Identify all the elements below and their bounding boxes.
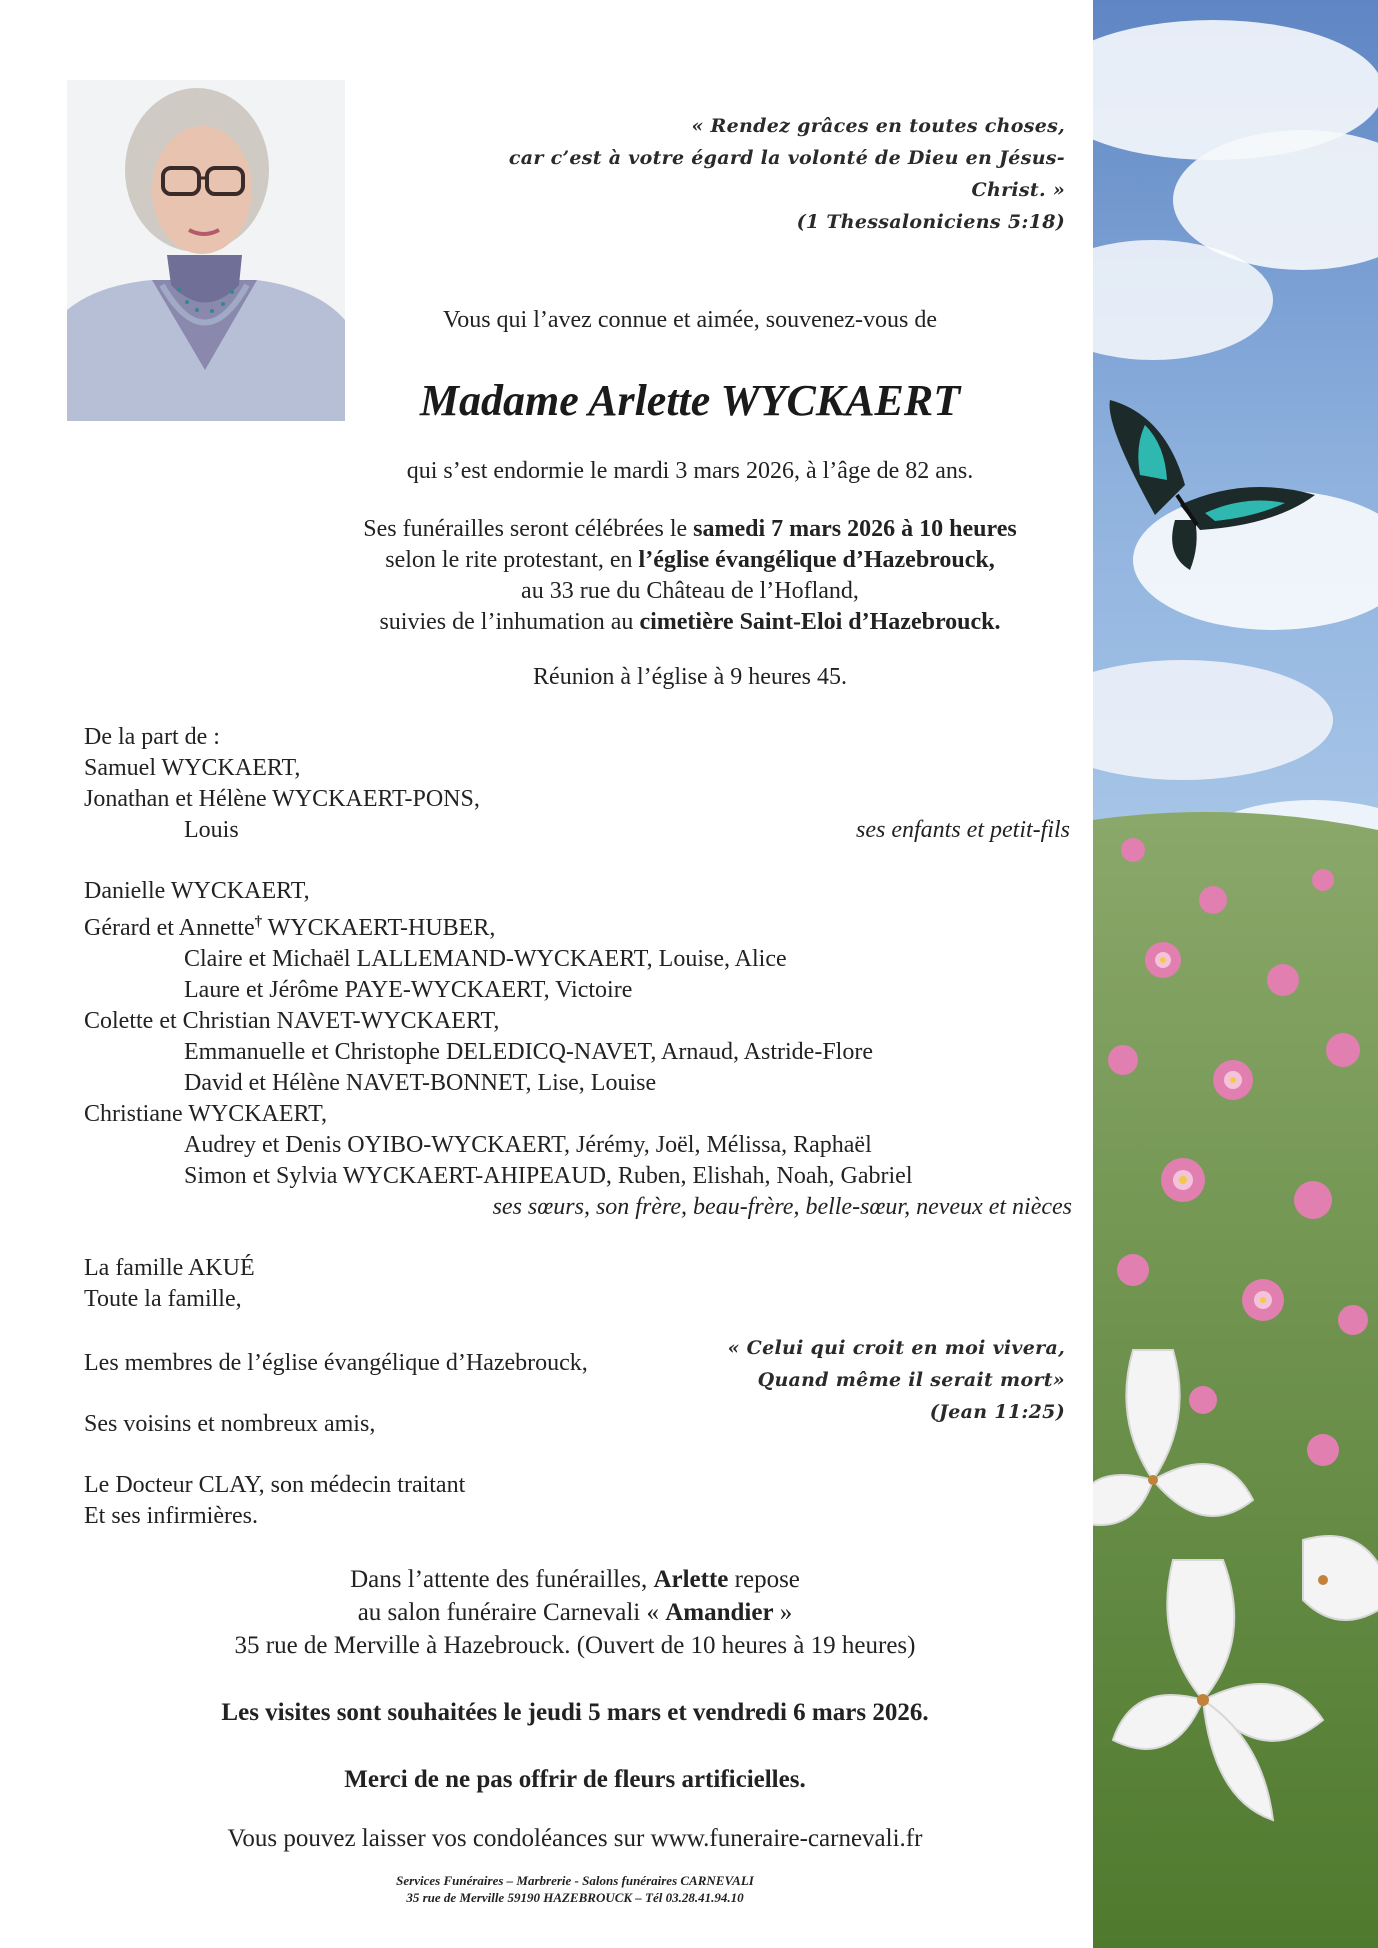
grandchild: Louis <box>184 817 239 843</box>
rest-line-3: 35 rue de Merville à Hazebrouck. (Ouvert de 10 heures à 19 heures) <box>234 1632 916 1659</box>
funeral-details <box>290 514 1090 638</box>
family-list <box>84 722 1084 1315</box>
sibling-row: Laure et Jérôme PAYE-WYCKAERT, Victoire <box>184 977 633 1003</box>
condolences-link[interactable]: Vous pouvez laisser vos condoléances sur www.funeraire-carnevali.fr <box>227 1825 923 1852</box>
footer-line-1: Services Funéraires – Marbrerie - Salons funéraires CARNEVALI <box>396 1873 754 1888</box>
footer-line-2: 35 rue de Merville 59190 HAZEBROUCK – Tél 03.28.41.94.10 <box>406 1890 744 1905</box>
sibling-row: Danielle WYCKAERT, <box>84 878 310 904</box>
visits-notice: Les visites sont souhaitées le jeudi 5 mars et vendredi 6 mars 2026. <box>221 1699 929 1726</box>
doctor: Le Docteur CLAY, son médecin traitant <box>84 1472 466 1498</box>
footer <box>260 1872 890 1906</box>
intro-text: Vous qui l’avez connue et aimée, souvenez-vous de <box>442 307 938 333</box>
siblings-caption: ses sœurs, son frère, beau-frère, belle-sœur, neveux et nièces <box>492 1194 1072 1220</box>
flower-field-image <box>1093 0 1378 1948</box>
children-caption: ses enfants et petit-fils <box>856 817 1070 843</box>
nurses: Et ses infirmières. <box>84 1503 258 1529</box>
verse-top-reference: (1 Thessaloniciens 5:18) <box>796 211 1065 233</box>
sibling-row: Christiane WYCKAERT, <box>84 1101 327 1127</box>
rest-line-1: Dans l’attente des funérailles, Arlette repose <box>350 1566 800 1593</box>
from-label: De la part de : <box>84 724 220 750</box>
verse-bottom <box>700 1332 1065 1428</box>
family-akue: La famille AKUÉ <box>84 1255 255 1281</box>
rest-line-2: au salon funéraire Carnevali « Amandier » <box>357 1599 793 1626</box>
sibling-row: Colette et Christian NAVET-WYCKAERT, <box>84 1008 500 1034</box>
verse-top-line1: « Rendez grâces en toutes choses, <box>691 115 1065 137</box>
funeral-line-2: selon le rite protestant, en l’église évangélique d’Hazebrouck, <box>385 547 995 573</box>
sibling-row: Claire et Michaël LALLEMAND-WYCKAERT, Louise, Alice <box>184 946 787 972</box>
neighbors: Ses voisins et nombreux amis, <box>84 1411 376 1437</box>
reunion-text: Réunion à l’église à 9 heures 45. <box>533 664 847 690</box>
whole-family: Toute la famille, <box>84 1286 242 1312</box>
sibling-row: David et Hélène NAVET-BONNET, Lise, Louise <box>184 1070 657 1096</box>
sibling-row: Simon et Sylvia WYCKAERT-AHIPEAUD, Ruben, Elishah, Noah, Gabriel <box>184 1163 913 1189</box>
child-1: Samuel WYCKAERT, <box>84 755 301 781</box>
portrait-photo <box>67 80 345 421</box>
verse-top <box>440 110 1065 238</box>
sibling-row: Gérard et Annette† WYCKAERT-HUBER, <box>84 914 496 941</box>
no-artificial-flowers: Merci de ne pas offrir de fleurs artificielles. <box>344 1766 806 1793</box>
funeral-line-4: suivies de l’inhumation au cimetière Saint-Eloi d’Hazebrouck. <box>379 609 1001 635</box>
deceased-name: Madame Arlette WYCKAERT <box>419 376 961 425</box>
verse-top-line2: car c’est à votre égard la volonté de Dieu en Jésus-Christ. » <box>508 147 1065 201</box>
doctor-block <box>84 1470 704 1532</box>
resting-place <box>150 1563 1000 1662</box>
sibling-row: Emmanuelle et Christophe DELEDICQ-NAVET, Arnaud, Astride-Flore <box>184 1039 873 1065</box>
church-members: Les membres de l’église évangélique d’Hazebrouck, <box>84 1350 588 1376</box>
sibling-row: Audrey et Denis OYIBO-WYCKAERT, Jérémy, Joël, Mélissa, Raphaël <box>184 1132 872 1158</box>
verse-bottom-line2: Quand même il serait mort» <box>757 1369 1065 1391</box>
funeral-line-1: Ses funérailles seront célébrées le samedi 7 mars 2026 à 10 heures <box>363 516 1017 542</box>
verse-bottom-reference: (Jean 11:25) <box>929 1401 1065 1423</box>
verse-bottom-line1: « Celui qui croit en moi vivera, <box>727 1337 1065 1359</box>
butterfly-icon <box>1105 395 1315 575</box>
grandchild-row <box>84 815 1084 846</box>
child-2: Jonathan et Hélène WYCKAERT-PONS, <box>84 786 480 812</box>
death-announcement: qui s’est endormie le mardi 3 mars 2026, à l’âge de 82 ans. <box>406 458 974 484</box>
funeral-line-3: au 33 rue du Château de l’Hofland, <box>521 578 859 604</box>
